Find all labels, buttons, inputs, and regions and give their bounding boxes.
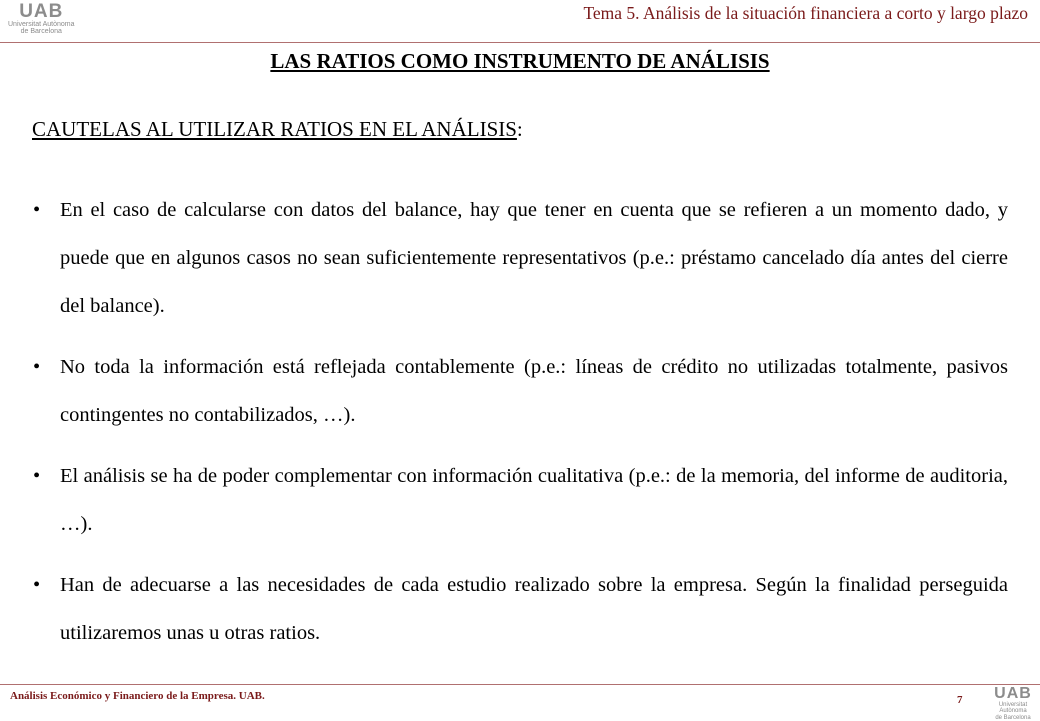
bullet-text: No toda la información está reflejada contablemente (p.e.: líneas de crédito no utilizadas totalmente, pasivos contingentes no contabilizados, …). xyxy=(60,356,1008,426)
bullet-icon: • xyxy=(33,199,41,221)
slide-title: LAS RATIOS COMO INSTRUMENTO DE ANÁLISIS xyxy=(270,49,770,73)
bullet-icon: • xyxy=(33,465,41,487)
footer-divider xyxy=(0,684,1040,685)
section-heading xyxy=(32,117,523,142)
section-heading-colon: : xyxy=(516,117,523,141)
bullet-item xyxy=(33,343,1008,439)
page-number: 7 xyxy=(957,694,963,706)
section-heading-text: CAUTELAS AL UTILIZAR RATIOS EN EL ANÁLISIS xyxy=(32,117,517,141)
uab-logo-mark: UAB xyxy=(19,1,64,22)
footer-text: Análisis Económico y Financiero de la Empresa. UAB. xyxy=(10,690,265,702)
uab-logo-bottom xyxy=(986,686,1040,721)
uab-logo-subtitle-line1: Universitat Autònoma xyxy=(998,702,1028,715)
bullet-item xyxy=(33,561,1008,657)
uab-logo-subtitle-line2: de Barcelona xyxy=(995,714,1031,721)
bullet-text: Han de adecuarse a las necesidades de cada estudio realizado sobre la empresa. Según la finalidad perseguida utilizaremos unas u otras ratios. xyxy=(60,574,1008,644)
bullet-item xyxy=(33,186,1008,330)
uab-logo-top xyxy=(8,2,75,36)
bullet-icon: • xyxy=(33,356,41,378)
uab-logo-subtitle-line2: de Barcelona xyxy=(20,28,62,36)
bullet-item xyxy=(33,452,1008,548)
header-divider xyxy=(0,42,1040,43)
uab-logo-mark: UAB xyxy=(994,685,1032,702)
bullet-text: El análisis se ha de poder complementar con información cualitativa (p.e.: de la memoria, del informe de auditoria, …). xyxy=(60,465,1008,535)
header-title: Tema 5. Análisis de la situación financiera a corto y largo plazo xyxy=(583,3,1028,23)
uab-logo-subtitle-line1: Universitat Autònoma xyxy=(8,21,75,28)
bullet-text: En el caso de calcularse con datos del balance, hay que tener en cuenta que se refieren a un momento dado, y puede que en algunos casos no sean suficientemente representativos (p.e.: préstamo cancelado día antes del cierre del balance). xyxy=(60,199,1008,317)
bullet-list xyxy=(33,186,1008,670)
bullet-icon: • xyxy=(33,574,41,596)
